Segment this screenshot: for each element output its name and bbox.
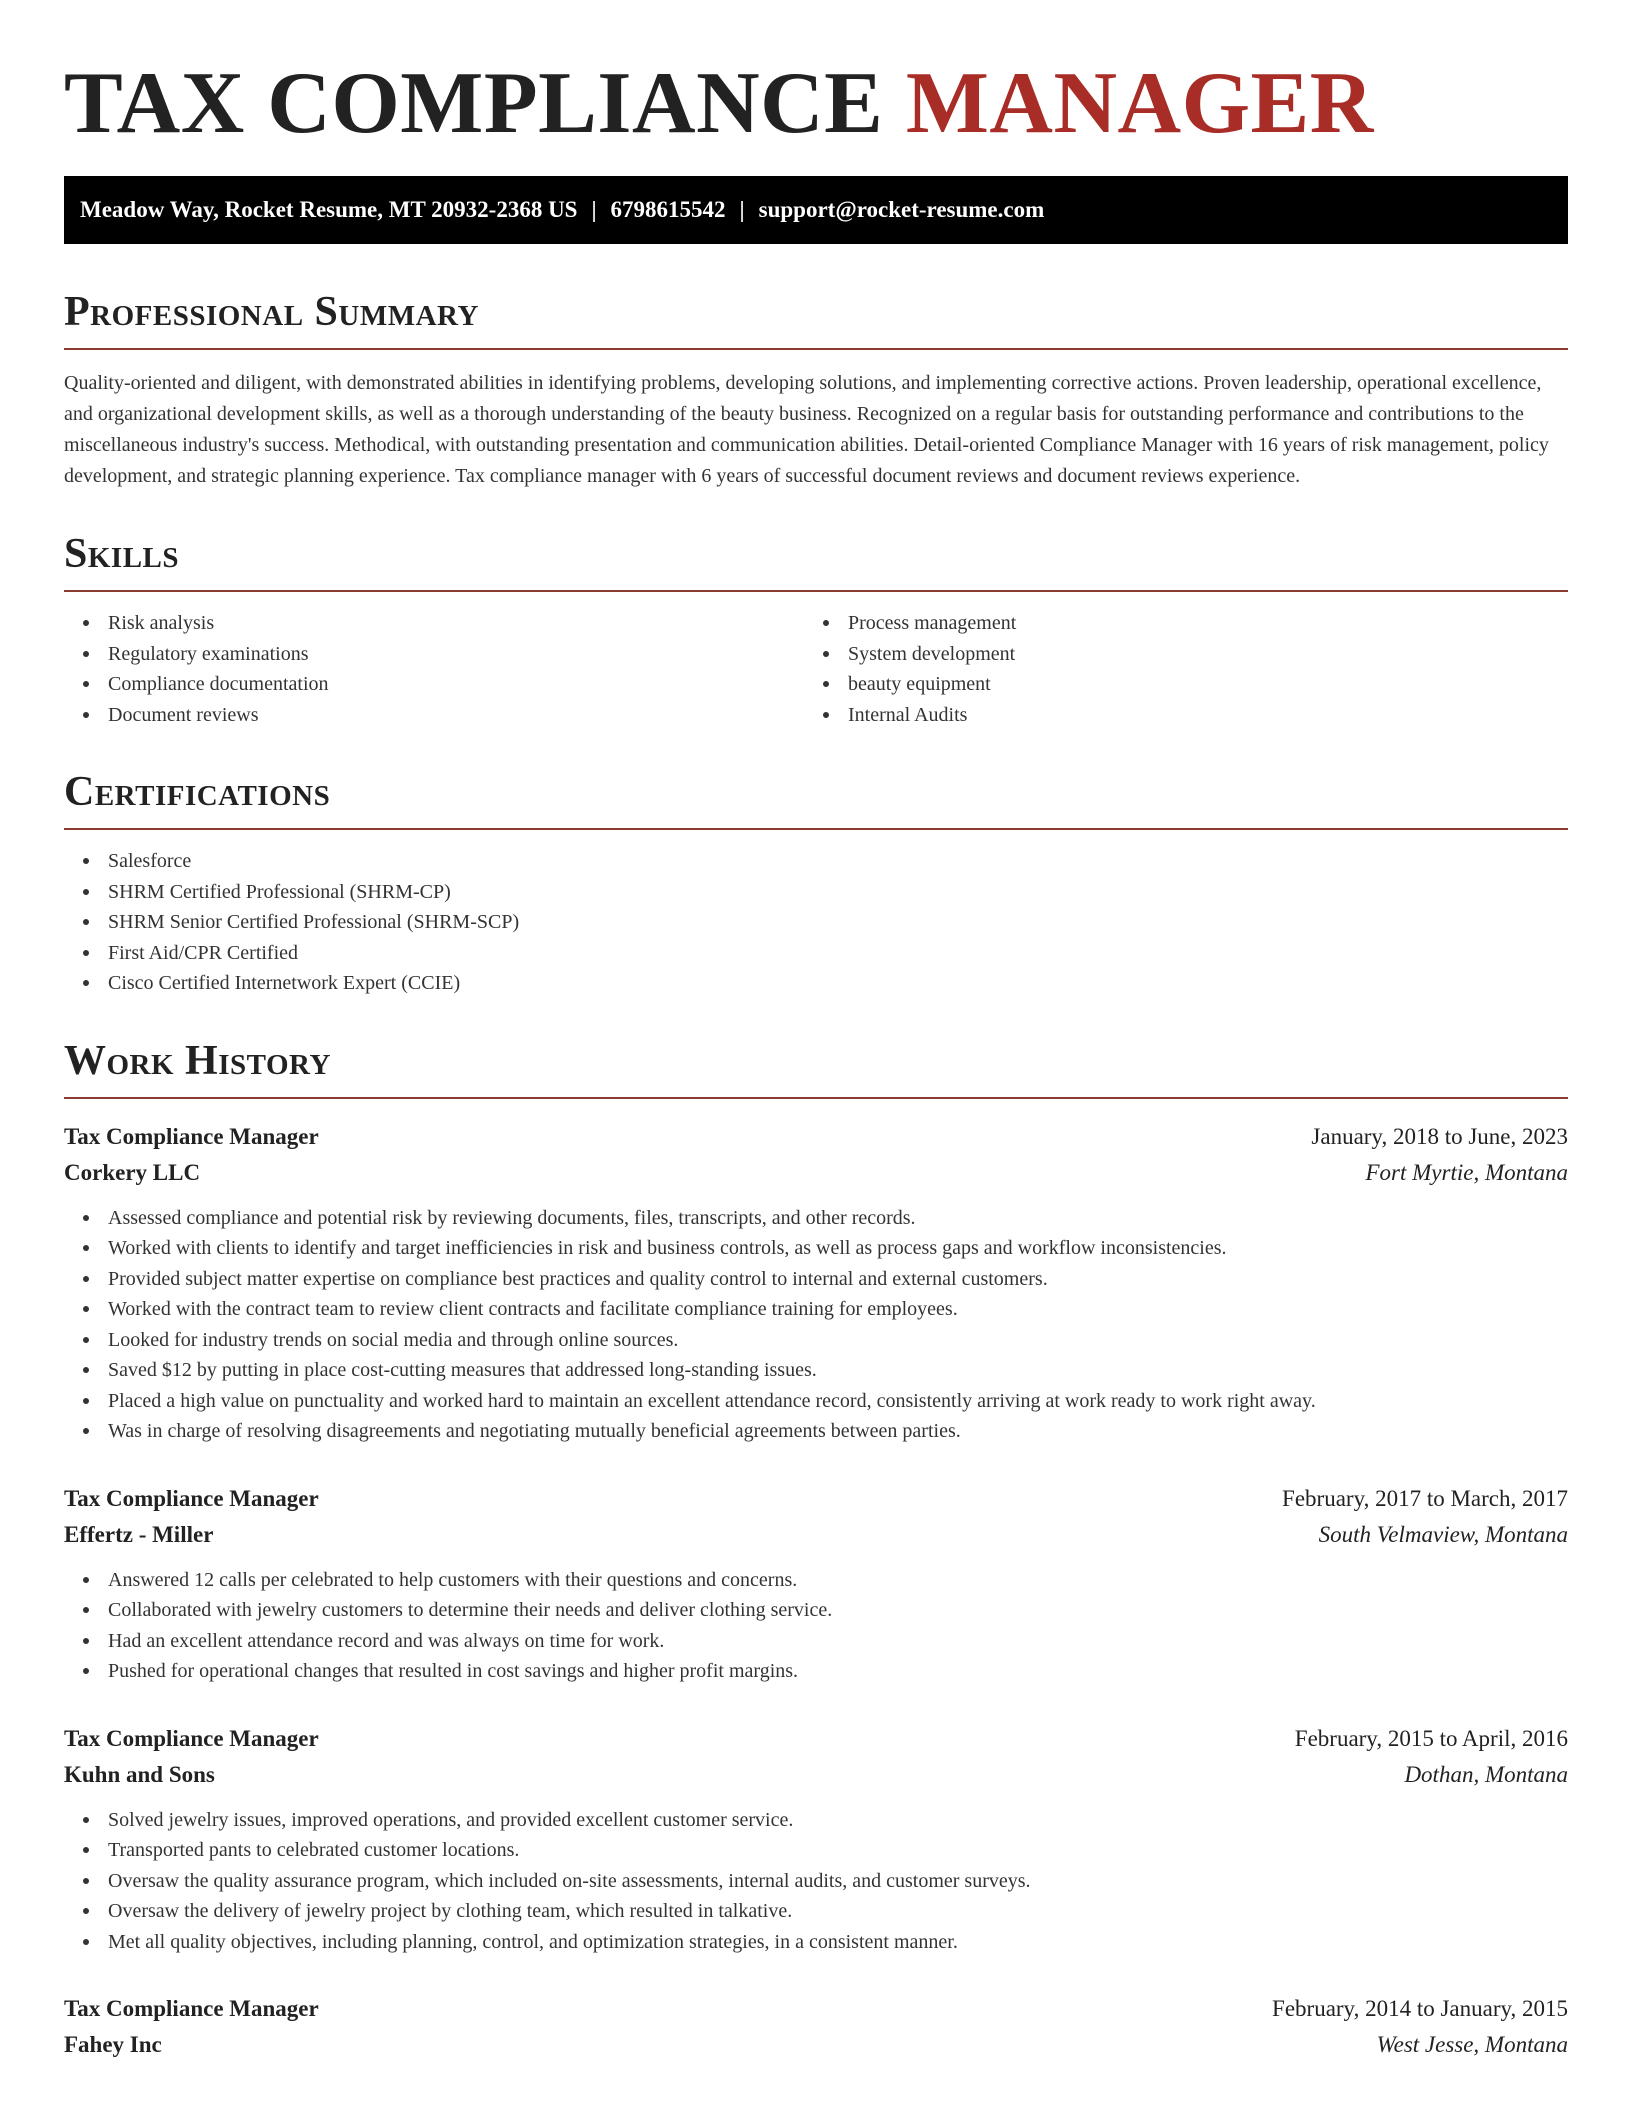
job-company: Fahey Inc	[64, 2032, 162, 2057]
job-location: Dothan, Montana	[1404, 1761, 1568, 1787]
job-company-row	[64, 1517, 1568, 1553]
section-title-summary: Professional Summary	[64, 288, 1568, 350]
job-location: West Jesse, Montana	[1376, 2032, 1568, 2057]
job-header-row	[64, 1119, 1568, 1155]
job-bullet: Looked for industry trends on social media and through online sources.	[64, 1325, 1568, 1356]
job-entry	[64, 1991, 1568, 2063]
contact-email: support@rocket-resume.com	[758, 197, 1045, 222]
contact-bar	[64, 176, 1568, 244]
job-bullet: Placed a high value on punctuality and worked hard to maintain an excellent attendance record, consistently arriving at work ready to work right away.	[64, 1386, 1568, 1417]
name-first: TAX COMPLIANCE	[64, 55, 884, 152]
name-last: MANAGER	[905, 55, 1374, 152]
skill-item: Process management	[804, 608, 1568, 639]
skill-item: Compliance documentation	[64, 669, 804, 700]
job-bullet: Worked with clients to identify and target inefficiencies in risk and business controls, as well as process gaps and workflow inconsistencies.	[64, 1233, 1568, 1264]
certifications-list	[64, 846, 1568, 999]
contact-separator: |	[591, 197, 597, 222]
section-title-certifications: Certifications	[64, 768, 1568, 830]
certification-item: SHRM Senior Certified Professional (SHRM-SCP)	[64, 907, 1568, 938]
certification-item: First Aid/CPR Certified	[64, 938, 1568, 969]
skills-section	[64, 530, 1568, 730]
job-title: Tax Compliance Manager	[64, 1485, 319, 1511]
skill-item: Document reviews	[64, 700, 804, 731]
job-bullet: Saved $12 by putting in place cost-cutting measures that addressed long-standing issues.	[64, 1355, 1568, 1386]
contact-phone: 6798615542	[610, 197, 726, 222]
contact-separator: |	[739, 197, 745, 222]
job-bullet: Met all quality objectives, including planning, control, and optimization strategies, in a consistent manner.	[64, 1927, 1568, 1958]
job-bullet: Was in charge of resolving disagreements and negotiating mutually beneficial agreements between parties.	[64, 1416, 1568, 1447]
job-bullet: Assessed compliance and potential risk by reviewing documents, files, transcripts, and other records.	[64, 1203, 1568, 1234]
job-company-row	[64, 2027, 1568, 2063]
summary-text: Quality-oriented and diligent, with demonstrated abilities in identifying problems, developing solutions, and implementing corrective actions. Proven leadership, operational excellence, and organizational development skills, as well as a thorough understanding of the beauty business. Recognized on a regular basis for outstanding performance and contributions to the miscellaneous industry's success. Methodical, with outstanding presentation and communication abilities. Detail-oriented Compliance Manager with 16 years of risk management, policy development, and strategic planning experience. Tax compliance manager with 6 years of successful document reviews and document reviews experience.	[64, 372, 1549, 487]
job-title: Tax Compliance Manager	[64, 1123, 319, 1149]
section-title-work-history: Work History	[64, 1037, 1568, 1099]
job-bullet: Solved jewelry issues, improved operations, and provided excellent customer service.	[64, 1805, 1568, 1836]
skill-item: System development	[804, 639, 1568, 670]
skill-item: beauty equipment	[804, 669, 1568, 700]
job-entry	[64, 1721, 1568, 1958]
resume-name	[64, 56, 1568, 152]
certification-item: Cisco Certified Internetwork Expert (CCIE)	[64, 968, 1568, 999]
skill-item: Regulatory examinations	[64, 639, 804, 670]
job-dates: February, 2015 to April, 2016	[1294, 1725, 1568, 1751]
skills-grid	[64, 608, 1568, 730]
job-location: Fort Myrtie, Montana	[1365, 1159, 1568, 1185]
job-header-row	[64, 1481, 1568, 1517]
job-bullets	[64, 1203, 1568, 1447]
job-bullet: Collaborated with jewelry customers to determine their needs and deliver clothing service.	[64, 1595, 1568, 1626]
job-header-row	[64, 1991, 1568, 2027]
certifications-section	[64, 768, 1568, 999]
job-location: South Velmaview, Montana	[1318, 1521, 1568, 1547]
job-company: Corkery LLC	[64, 1159, 201, 1185]
job-title: Tax Compliance Manager	[64, 1725, 319, 1751]
skill-item: Internal Audits	[804, 700, 1568, 731]
section-title-skills: Skills	[64, 530, 1568, 592]
skills-list-left	[64, 608, 804, 730]
job-dates: January, 2018 to June, 2023	[1311, 1123, 1568, 1149]
job-bullet: Transported pants to celebrated customer locations.	[64, 1835, 1568, 1866]
job-entry	[64, 1119, 1568, 1447]
job-title: Tax Compliance Manager	[64, 1996, 319, 2021]
job-bullets	[64, 1565, 1568, 1687]
job-bullet: Answered 12 calls per celebrated to help customers with their questions and concerns.	[64, 1565, 1568, 1596]
job-bullets	[64, 1805, 1568, 1958]
job-company: Effertz - Miller	[64, 1521, 214, 1547]
job-header-row	[64, 1721, 1568, 1757]
job-company-row	[64, 1757, 1568, 1793]
job-dates: February, 2017 to March, 2017	[1282, 1485, 1568, 1511]
job-entry	[64, 1481, 1568, 1687]
job-company: Kuhn and Sons	[64, 1761, 215, 1787]
job-bullet: Oversaw the quality assurance program, which included on-site assessments, internal audits, and customer surveys.	[64, 1866, 1568, 1897]
skills-list-right	[804, 608, 1568, 730]
job-company-row	[64, 1155, 1568, 1191]
certification-item: Salesforce	[64, 846, 1568, 877]
summary-section	[64, 288, 1568, 492]
work-history-section	[64, 1037, 1568, 2064]
job-dates: February, 2014 to January, 2015	[1272, 1996, 1568, 2021]
certification-item: SHRM Certified Professional (SHRM-CP)	[64, 877, 1568, 908]
job-bullet: Provided subject matter expertise on compliance best practices and quality control to internal and external customers.	[64, 1264, 1568, 1295]
job-bullet: Oversaw the delivery of jewelry project by clothing team, which resulted in talkative.	[64, 1896, 1568, 1927]
job-bullet: Worked with the contract team to review client contracts and facilitate compliance training for employees.	[64, 1294, 1568, 1325]
contact-address: Meadow Way, Rocket Resume, MT 20932-2368 US	[80, 197, 578, 222]
job-bullet: Had an excellent attendance record and was always on time for work.	[64, 1626, 1568, 1657]
skill-item: Risk analysis	[64, 608, 804, 639]
job-bullet: Pushed for operational changes that resulted in cost savings and higher profit margins.	[64, 1656, 1568, 1687]
